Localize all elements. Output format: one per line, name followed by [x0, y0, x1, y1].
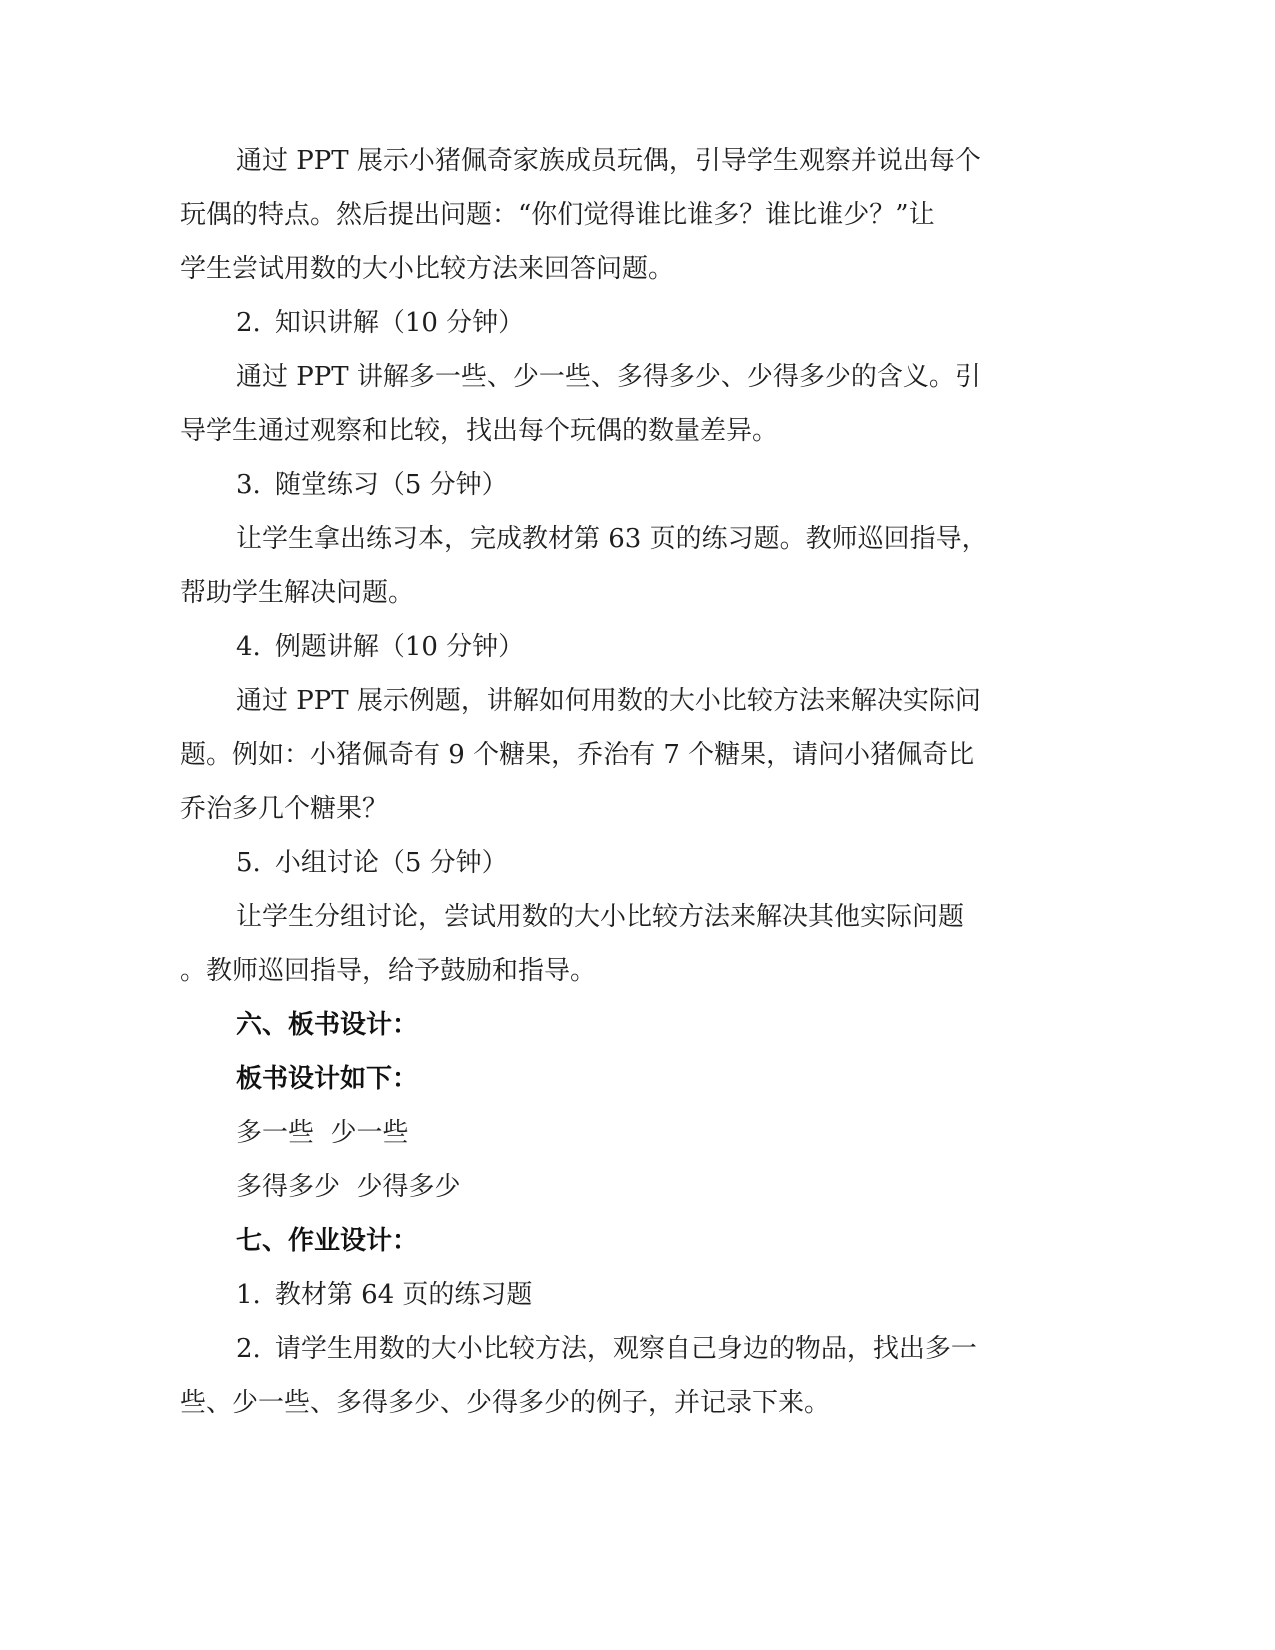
- body-text-line: 通过 PPT 讲解多一些、少一些、多得多少、少得多少的含义。引: [236, 362, 981, 392]
- body-text-line: 学生尝试用数的大小比较方法来回答问题。: [180, 254, 675, 284]
- step-title: 小组讨论（5 分钟）: [274, 848, 508, 878]
- body-text-line: 导学生通过观察和比较，找出每个玩偶的数量差异。: [180, 416, 779, 446]
- body-text-line: 通过 PPT 展示例题，讲解如何用数的大小比较方法来解决实际问: [236, 686, 981, 716]
- step-heading: [236, 470, 508, 500]
- body-text-line: 玩偶的特点。然后提出问题：“你们觉得谁比谁多？谁比谁少？”让: [180, 200, 935, 230]
- board-row: 多得多少 少得多少: [236, 1172, 461, 1202]
- body-text-line: 题。例如：小猪佩奇有 9 个糖果，乔治有 7 个糖果，请问小猪佩奇比: [180, 740, 975, 770]
- board-subheading: 板书设计如下：: [236, 1064, 419, 1094]
- item-number: 1.: [236, 1280, 261, 1310]
- homework-item: [236, 1334, 977, 1364]
- body-text-line: 让学生分组讨论，尝试用数的大小比较方法来解决其他实际问题: [236, 902, 965, 932]
- step-heading: [236, 308, 524, 338]
- step-number: 4.: [236, 632, 261, 662]
- item-text: 请学生用数的大小比较方法，观察自己身边的物品，找出多一: [274, 1334, 977, 1364]
- body-text-line: 。教师巡回指导，给予鼓励和指导。: [180, 956, 597, 986]
- body-text-line: 些、少一些、多得多少、少得多少的例子，并记录下来。: [180, 1388, 831, 1418]
- homework-item: [236, 1280, 532, 1310]
- body-text-line: 帮助学生解决问题。: [180, 578, 415, 608]
- body-text-line: 让学生拿出练习本，完成教材第 63 页的练习题。教师巡回指导，: [236, 524, 988, 554]
- step-title: 知识讲解（10 分钟）: [274, 308, 525, 338]
- item-text: 教材第 64 页的练习题: [274, 1280, 533, 1310]
- step-title: 例题讲解（10 分钟）: [274, 632, 525, 662]
- step-number: 3.: [236, 470, 261, 500]
- step-number: 5.: [236, 848, 261, 878]
- section-heading-homework: 七、作业设计：: [236, 1226, 419, 1256]
- step-number: 2.: [236, 308, 261, 338]
- step-title: 随堂练习（5 分钟）: [274, 470, 508, 500]
- body-text-line: 乔治多几个糖果？: [180, 794, 389, 824]
- item-number: 2.: [236, 1334, 261, 1364]
- step-heading: [236, 848, 508, 878]
- step-heading: [236, 632, 524, 662]
- board-row: 多一些 少一些: [236, 1118, 409, 1148]
- body-text-line: 通过 PPT 展示小猪佩奇家族成员玩偶，引导学生观察并说出每个: [236, 146, 981, 176]
- section-heading-board: 六、板书设计：: [236, 1010, 419, 1040]
